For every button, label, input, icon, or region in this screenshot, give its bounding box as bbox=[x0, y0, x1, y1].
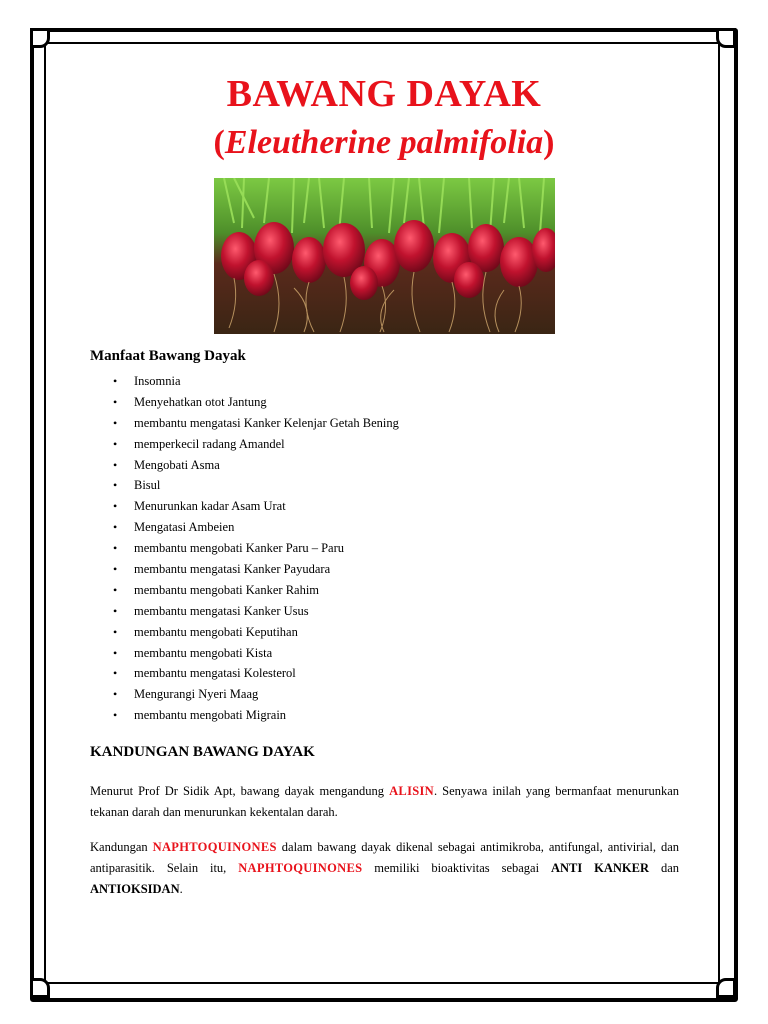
list-item bbox=[112, 663, 399, 684]
bullet: • bbox=[113, 603, 118, 618]
highlight-alisin: ALISIN bbox=[389, 784, 434, 798]
list-item bbox=[112, 371, 399, 392]
list-item bbox=[112, 392, 399, 413]
benefits-list bbox=[112, 371, 399, 726]
highlight-naphtoquinones: NAPHTOQUINONES bbox=[238, 861, 363, 875]
paragraph-naphtoquinones bbox=[90, 837, 679, 900]
bullet: • bbox=[113, 624, 118, 639]
list-item bbox=[112, 434, 399, 455]
benefit-text: membantu mengobati Migrain bbox=[134, 708, 287, 723]
list-item bbox=[112, 684, 399, 705]
bullet: • bbox=[113, 499, 118, 514]
para-text: dan bbox=[649, 861, 679, 875]
bullet: • bbox=[113, 436, 118, 451]
para-text: . Senyawa inilah yang bermanfaat menurunkan tekanan darah dan menurunkan kekentalan darah. bbox=[90, 784, 679, 819]
species-name: Eleutherine palmifolia bbox=[224, 124, 544, 161]
benefit-text: Menurunkan kadar Asam Urat bbox=[134, 499, 286, 514]
bullet: • bbox=[113, 478, 118, 493]
benefit-text: memperkecil radang Amandel bbox=[134, 436, 285, 451]
list-item bbox=[112, 622, 399, 643]
border-corner-top-right bbox=[716, 28, 736, 48]
list-item bbox=[112, 580, 399, 601]
border-corner-top-left bbox=[30, 28, 50, 48]
list-item bbox=[112, 475, 399, 496]
subtitle-open-paren: ( bbox=[213, 124, 225, 161]
list-item bbox=[112, 705, 399, 726]
benefit-text: Mengurangi Nyeri Maag bbox=[134, 687, 259, 702]
list-item bbox=[112, 517, 399, 538]
benefit-text: Bisul bbox=[134, 478, 161, 493]
para-text: dalam bawang dayak dikenal sebagai antimikroba, antifungal, antivirial, dan antiparasitik. Selain itu, bbox=[90, 840, 679, 875]
bullet: • bbox=[113, 562, 118, 577]
benefit-text: membantu mengobati Kanker Rahim bbox=[134, 582, 320, 597]
bullet: • bbox=[113, 520, 118, 535]
para-text: memiliki bioaktivitas sebagai bbox=[362, 861, 551, 875]
bullet: • bbox=[113, 374, 118, 388]
benefit-text: membantu mengatasi Kolesterol bbox=[134, 666, 296, 681]
para-text: . bbox=[179, 882, 183, 896]
bullet: • bbox=[113, 541, 118, 556]
bullet: • bbox=[113, 687, 118, 702]
list-item bbox=[112, 413, 399, 434]
bullet: • bbox=[113, 394, 118, 409]
bullet: • bbox=[113, 457, 118, 472]
bold-antioksidan: ANTIOKSIDAN bbox=[90, 882, 180, 896]
list-item bbox=[112, 559, 399, 580]
list-item bbox=[112, 601, 399, 622]
bullet: • bbox=[113, 708, 118, 723]
list-item bbox=[112, 538, 399, 559]
subtitle-close-paren: ) bbox=[543, 124, 555, 161]
page-subtitle bbox=[0, 124, 768, 162]
content-heading: KANDUNGAN BAWANG DAYAK bbox=[90, 744, 315, 760]
benefit-text: Mengobati Asma bbox=[134, 457, 220, 472]
bawang-dayak-photo bbox=[214, 178, 555, 334]
paragraph-alisin bbox=[90, 781, 679, 823]
benefit-text: membantu mengatasi Kanker Kelenjar Getah Bening bbox=[134, 415, 399, 430]
benefit-text: membantu mengobati Keputihan bbox=[134, 624, 298, 639]
border-corner-bottom-left bbox=[30, 978, 50, 998]
benefit-text: membantu mengobati Kista bbox=[134, 645, 273, 660]
para-text: Kandungan bbox=[90, 840, 153, 854]
highlight-naphtoquinones: NAPHTOQUINONES bbox=[152, 840, 277, 854]
list-item bbox=[112, 455, 399, 476]
list-item bbox=[112, 496, 399, 517]
bold-anti-kanker: ANTI KANKER bbox=[550, 861, 650, 875]
benefit-text: Insomnia bbox=[134, 374, 181, 388]
bullet: • bbox=[113, 582, 118, 597]
benefits-heading: Manfaat Bawang Dayak bbox=[90, 348, 246, 364]
benefit-text: Menyehatkan otot Jantung bbox=[134, 394, 267, 409]
bullet: • bbox=[113, 415, 118, 430]
benefit-text: Mengatasi Ambeien bbox=[134, 520, 235, 535]
border-corner-bottom-right bbox=[716, 978, 736, 998]
bullet: • bbox=[113, 645, 118, 660]
list-item bbox=[112, 643, 399, 664]
bullet: • bbox=[113, 666, 118, 681]
benefit-text: membantu mengobati Kanker Paru – Paru bbox=[134, 541, 345, 556]
benefit-text: membantu mengatasi Kanker Payudara bbox=[134, 562, 331, 577]
page-title: BAWANG DAYAK bbox=[226, 73, 542, 115]
para-text: Menurut Prof Dr Sidik Apt, bawang dayak mengandung bbox=[90, 784, 390, 798]
benefit-text: membantu mengatasi Kanker Usus bbox=[134, 603, 309, 618]
